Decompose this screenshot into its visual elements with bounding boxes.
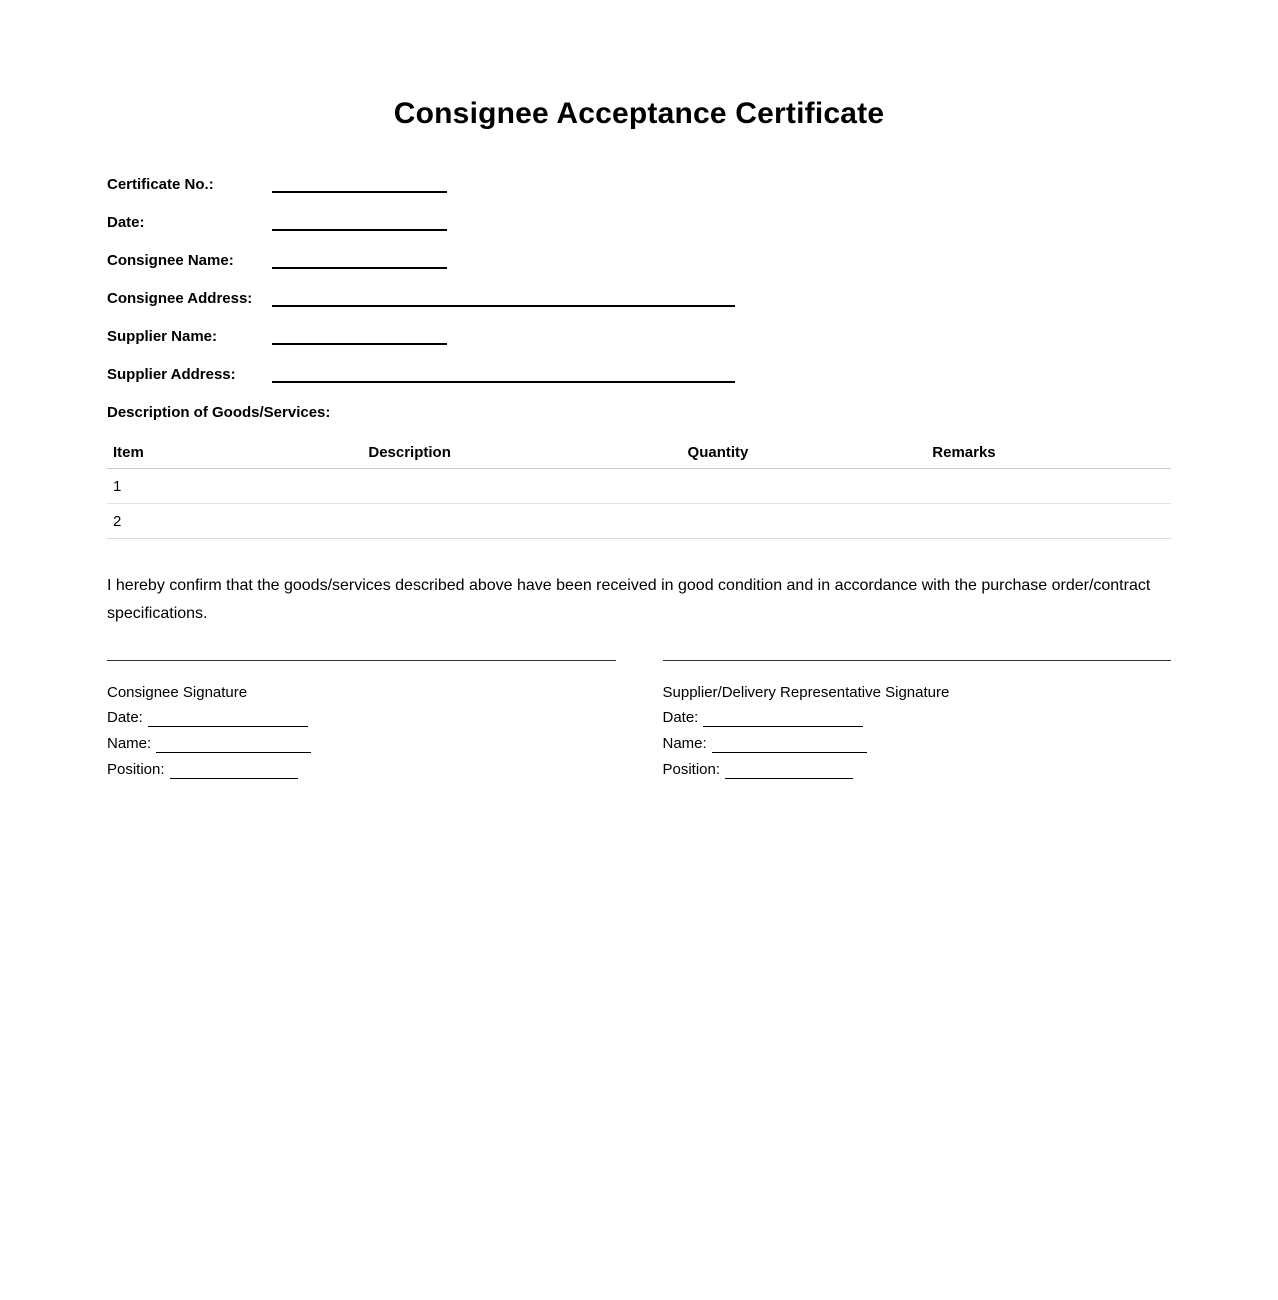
consignee-name-label: Consignee Name: <box>107 252 234 269</box>
page-title: Consignee Acceptance Certificate <box>393 97 885 130</box>
supplier-date-blank-line <box>703 713 863 727</box>
consignee-position-label: Position: <box>107 761 165 778</box>
consignee-signature-title: Consignee Signature <box>107 684 248 701</box>
column-header-quantity: Quantity <box>682 439 927 469</box>
supplier-position-blank-line <box>725 765 853 779</box>
consignee-date-label: Date: <box>107 709 143 726</box>
goods-table <box>107 439 1171 539</box>
date-label: Date: <box>107 214 145 231</box>
consignee-address-blank-line <box>272 292 735 307</box>
supplier-position-label: Position: <box>662 761 721 778</box>
supplier-signature-block <box>663 660 1172 787</box>
field-row-consignee-address <box>107 290 1171 307</box>
cell-quantity-2 <box>682 504 927 539</box>
header-fields-section <box>107 176 1171 383</box>
cell-quantity-1 <box>682 469 927 504</box>
goods-section-heading: Description of Goods/Services: <box>107 404 331 421</box>
cell-item-1: 1 <box>107 469 362 504</box>
supplier-name-label: Supplier Name: <box>107 328 218 345</box>
cell-description-1 <box>362 469 681 504</box>
table-row <box>107 469 1171 504</box>
consignee-position-blank-line <box>170 765 298 779</box>
table-row <box>107 504 1171 539</box>
field-row-supplier-name <box>107 328 1171 345</box>
cell-item-2: 2 <box>107 504 362 539</box>
consignee-sig-name-label: Name: <box>107 735 152 752</box>
column-header-description: Description <box>362 439 681 469</box>
field-row-supplier-address <box>107 366 1171 383</box>
supplier-signature-title: Supplier/Delivery Representative Signature <box>662 684 950 701</box>
goods-table-header-row <box>107 439 1171 469</box>
confirmation-statement: I hereby confirm that the goods/services described above have been received in good condition and in accordance with the purchase order/contract specifications. <box>107 577 1151 622</box>
column-header-remarks: Remarks <box>926 439 1171 469</box>
supplier-position-row <box>663 761 1172 779</box>
cell-remarks-2 <box>926 504 1171 539</box>
supplier-name-blank-line <box>272 330 447 345</box>
consignee-sig-name-blank-line <box>156 739 311 753</box>
signature-section <box>107 660 1171 787</box>
supplier-date-row <box>663 709 1172 727</box>
date-blank-line <box>272 216 447 231</box>
cell-description-2 <box>362 504 681 539</box>
consignee-name-row <box>107 735 616 753</box>
certificate-no-label: Certificate No.: <box>107 176 214 193</box>
consignee-date-blank-line <box>148 713 308 727</box>
column-header-item: Item <box>107 439 362 469</box>
consignee-date-row <box>107 709 616 727</box>
consignee-name-blank-line <box>272 254 447 269</box>
supplier-sig-name-blank-line <box>712 739 867 753</box>
supplier-name-row <box>663 735 1172 753</box>
supplier-address-label: Supplier Address: <box>107 366 236 383</box>
consignee-position-row <box>107 761 616 779</box>
certificate-no-blank-line <box>272 178 447 193</box>
field-row-date <box>107 214 1171 231</box>
supplier-address-blank-line <box>272 368 735 383</box>
field-row-certificate-no <box>107 176 1171 193</box>
supplier-date-label: Date: <box>662 709 699 726</box>
field-row-consignee-name <box>107 252 1171 269</box>
cell-remarks-1 <box>926 469 1171 504</box>
consignee-signature-block <box>107 660 616 787</box>
consignee-address-label: Consignee Address: <box>107 290 253 307</box>
supplier-sig-name-label: Name: <box>662 735 707 752</box>
